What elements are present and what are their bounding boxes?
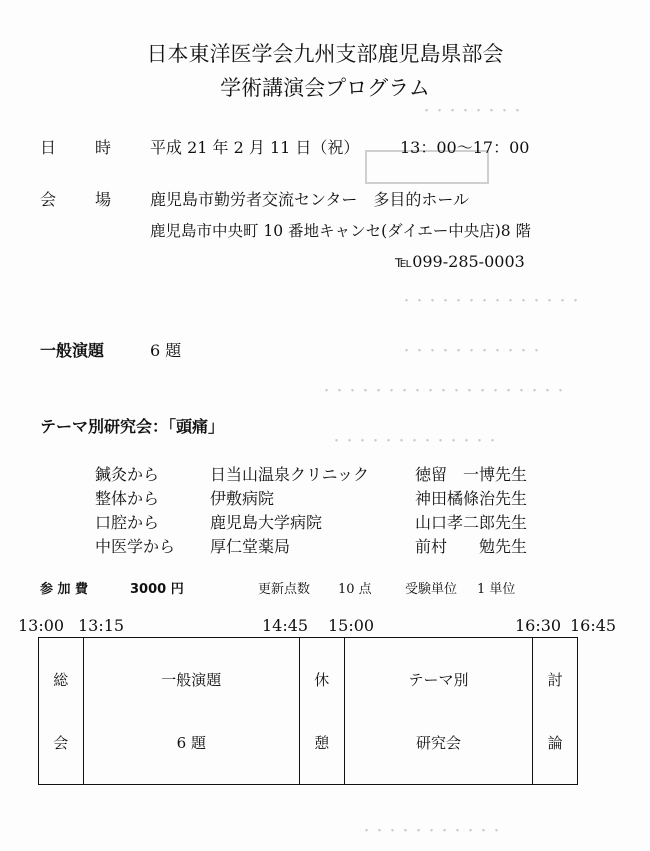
time-mark: 14:45 <box>262 616 309 635</box>
speaker-name: 前村 勉先生 <box>415 537 528 556</box>
schedule-cell-general <box>83 638 299 785</box>
schedule-text: テーマ別 <box>408 671 469 689</box>
date-value: 平成 21 年 2 月 11 日（祝） <box>150 138 360 157</box>
theme-session-label: テーマ別研究会：「頭痛」 <box>40 417 225 436</box>
bleed-through-text: ・・・・・・・・・・・ <box>360 824 504 839</box>
speaker-affiliation: 厚仁堂薬局 <box>210 537 291 556</box>
schedule-cell-theme <box>344 638 533 785</box>
points-value: 10 点 <box>338 582 372 597</box>
schedule-text: 総 <box>53 671 69 689</box>
bleed-through-text: ・・・・・・・・・・・ <box>400 344 544 359</box>
time-value: 13：00〜17：00 <box>400 138 530 157</box>
schedule-cell-break <box>300 638 345 785</box>
bleed-through-text: ・・・・・・・・・・・・・・ <box>400 294 583 309</box>
bleed-through-text: ・・・・・・・・ <box>420 104 525 119</box>
speaker-field: 整体から <box>95 489 160 508</box>
general-session-count: 6 題 <box>150 341 182 360</box>
speaker-name: 徳留 一博先生 <box>415 465 528 484</box>
fee-value: 3000 円 <box>130 582 184 597</box>
venue-label-2: 場 <box>95 190 112 209</box>
date-label-2: 時 <box>95 138 112 157</box>
schedule-text: 憩 <box>314 734 330 752</box>
speaker-affiliation: 鹿児島大学病院 <box>210 513 323 532</box>
speaker-field: 鍼灸から <box>95 465 160 484</box>
speaker-affiliation: 日当山温泉クリニック <box>210 465 370 484</box>
schedule-text: 休 <box>314 671 330 689</box>
schedule-table <box>38 637 578 785</box>
schedule-cell-opening <box>39 638 84 785</box>
schedule-text: 会 <box>53 734 69 752</box>
speaker-affiliation: 伊敷病院 <box>210 489 275 508</box>
bleed-through-text: ・・・・・・・・・・・・・・・・・・・ <box>320 384 568 399</box>
date-label-1: 日 <box>40 138 57 157</box>
time-mark: 15:00 <box>328 616 375 635</box>
schedule-text: 討 <box>547 671 563 689</box>
unit-label: 受験単位 <box>405 582 458 597</box>
schedule-text: 論 <box>547 734 563 752</box>
venue-phone: ℡099-285-0003 <box>395 252 525 271</box>
schedule-text: 研究会 <box>415 734 461 752</box>
speaker-name: 神田橘條治先生 <box>415 489 528 508</box>
time-mark: 13:00 <box>18 616 65 635</box>
time-mark: 13:15 <box>78 616 125 635</box>
time-mark: 16:45 <box>570 616 617 635</box>
points-label: 更新点数 <box>258 582 311 597</box>
time-mark: 16:30 <box>515 616 562 635</box>
venue-address: 鹿児島市中央町 10 番地キャンセ(ダイエー中央店)8 階 <box>150 222 532 240</box>
schedule-cell-discussion <box>533 638 578 785</box>
program-title-line2: 学術講演会プログラム <box>220 76 430 100</box>
unit-value: 1 単位 <box>477 582 516 597</box>
general-session-label: 一般演題 <box>40 341 105 360</box>
speaker-field: 中医学から <box>95 537 176 556</box>
fee-label: 参 加 費 <box>40 582 89 597</box>
schedule-text: 6 題 <box>176 734 206 752</box>
speaker-field: 口腔から <box>95 513 160 532</box>
program-title-line1: 日本東洋医学会九州支部鹿児島県部会 <box>146 42 504 66</box>
venue-name: 鹿児島市勤労者交流センター 多目的ホール <box>150 190 470 209</box>
venue-label-1: 会 <box>40 190 57 209</box>
schedule-text: 一般演題 <box>161 671 222 689</box>
speaker-name: 山口孝二郎先生 <box>415 513 528 532</box>
bleed-through-text: ・・・・・・・・・・・・・ <box>330 434 500 449</box>
